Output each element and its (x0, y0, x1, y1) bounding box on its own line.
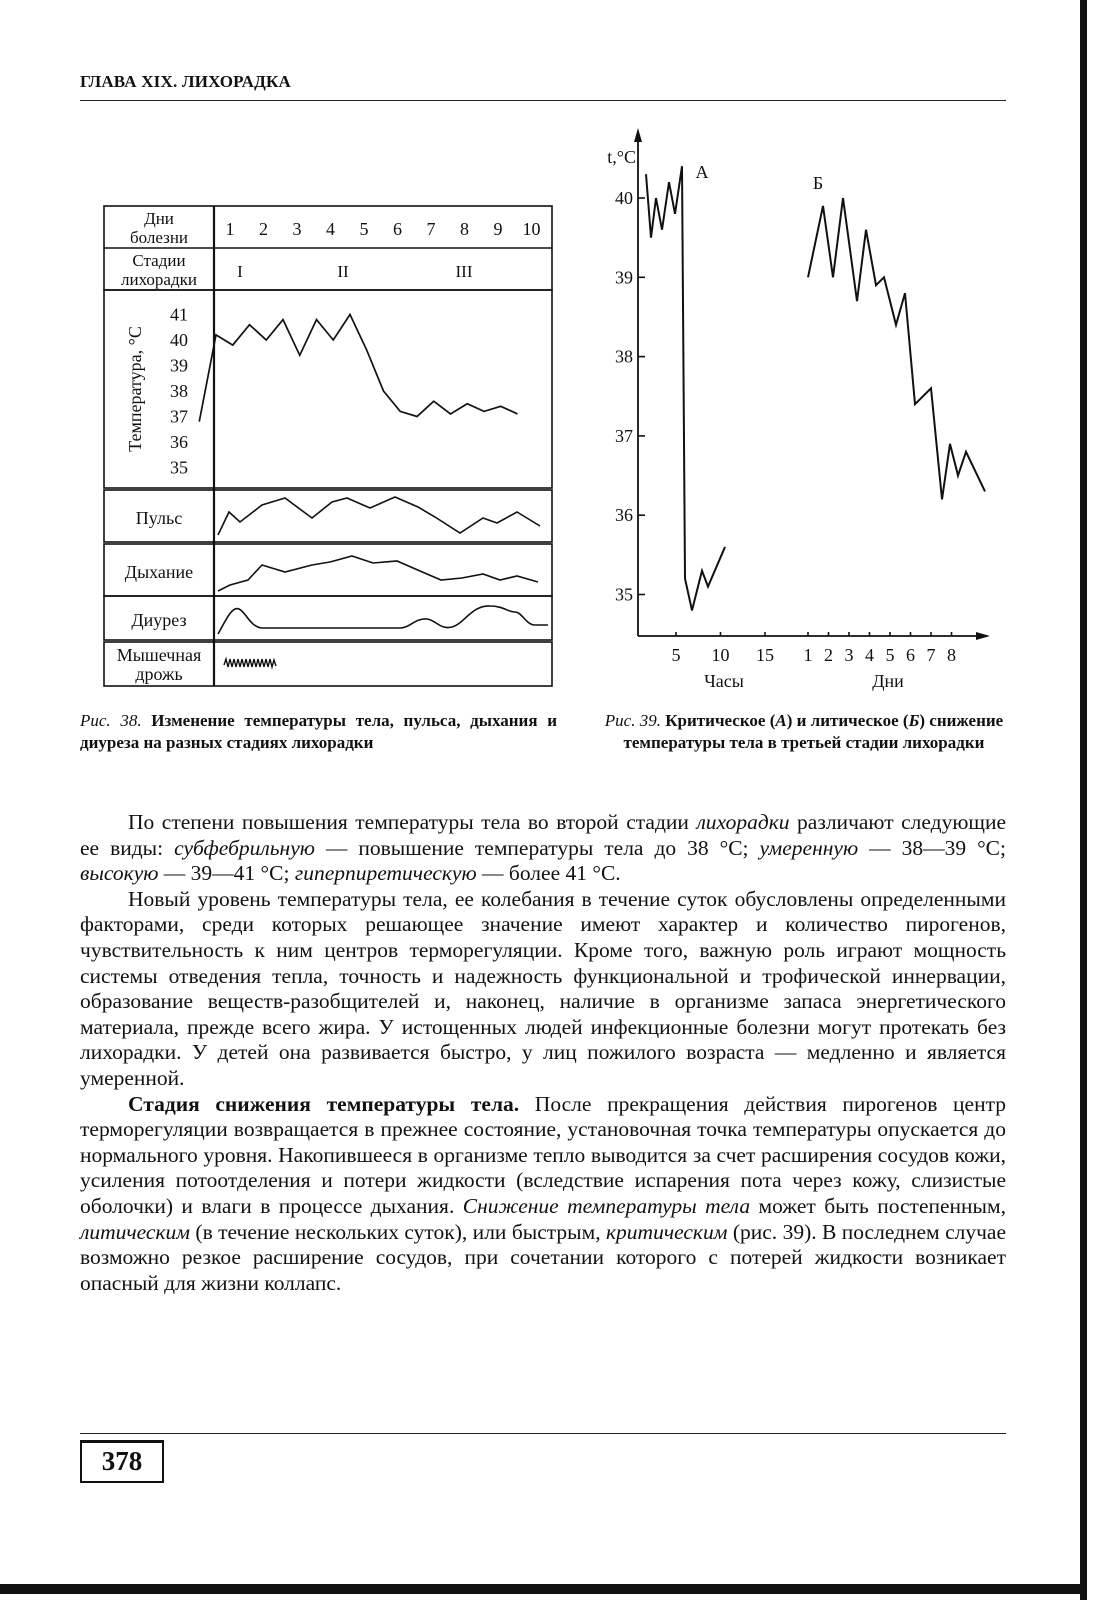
x-tick-label-days: 3 (844, 645, 854, 665)
day-number: 8 (460, 219, 469, 239)
page-number: 378 (80, 1440, 164, 1483)
figure-38-caption-text: Изменение температуры тела, пульса, дыхания и диуреза на разных стадиях лихорадки (80, 711, 557, 752)
series-a-label: А (695, 162, 709, 182)
x-tick-label-hours: 10 (711, 645, 730, 665)
x-tick-label-hours: 5 (671, 645, 681, 665)
x-tick-label-hours: 15 (756, 645, 774, 665)
page-edge-bottom (0, 1584, 1087, 1594)
figure-39-caption-number: Рис. 39. (604, 711, 661, 730)
paragraph-3: Стадия снижения температуры тела. После прекращения действия пирогенов центр терморегуляции возвращается в прежнее состояние, установочная точка температуры опускается до нормального уровня. Накопившееся в организме тепло выводится за счет расширения сосудов кожи, усиления потоотделения и потери жидкости (вследствие испарения пота через кожу, слизистые оболочки) и влаги в процессе дыхания. Снижение температуры тела может быть постепенным, литическим (в течение нескольких суток), или быстрым, критическим (рис. 39). В последнем случае возможно резкое расширение сосудов, при сочетании которого с потерей жидкости возникает опасный для жизни коллапс. (80, 1091, 1006, 1295)
temp-tick-label: 37 (170, 406, 188, 427)
temp-tick-label: 40 (170, 330, 188, 350)
pulse-label: Пульс (135, 508, 183, 528)
days-label-2: болезни (129, 228, 189, 247)
figure-39-caption-a: А (775, 711, 787, 730)
temp-tick-label: 36 (170, 432, 188, 452)
figure-38-caption-number: Рис. 38. (80, 711, 142, 730)
day-number: 2 (259, 219, 268, 239)
figure-39-caption (600, 710, 1008, 754)
y-tick-label: 39 (615, 267, 633, 288)
days-label: Дни (872, 671, 904, 691)
stage-3: III (455, 262, 473, 281)
critical-drop-curve-a (646, 166, 725, 610)
day-number: 6 (393, 219, 402, 239)
lytic-drop-curve-b (808, 198, 985, 499)
temp-tick-label: 35 (170, 457, 188, 478)
x-axis-arrow (976, 632, 990, 640)
y-axis-arrow (634, 128, 642, 142)
hours-label: Часы (704, 671, 744, 691)
stages-label-1: Стадии (132, 251, 186, 270)
x-tick-label-days: 6 (906, 645, 915, 665)
x-tick-label-days: 5 (885, 645, 895, 665)
running-head: ГЛАВА XIX. ЛИХОРАДКА (80, 72, 291, 91)
shiver-label-2: дрожь (135, 664, 183, 684)
x-tick-label-days: 2 (824, 645, 833, 665)
temp-tick-label: 38 (170, 381, 188, 401)
temp-tick-label: 41 (170, 304, 188, 325)
day-number: 3 (292, 219, 302, 239)
paragraph-2: Новый уровень температуры тела, ее колебания в течение суток обусловлены определенными факторами, среди которых решающее значение имеют характер и количество пирогенов, чувствительность к ним центров терморегуляции. Кроме того, важную роль играют мощность системы отведения тепла, точность и надежность функциональной и трофической иннервации, образование веществ-разобщителей и, наконец, наличие в организме запаса энергетического материала, прежде всего жира. У истощенных людей инфекционные болезни могут протекать без лихорадки. У детей она развивается быстро, у лиц пожилого возраста — медленно и является умеренной. (80, 886, 1006, 1090)
shiver-label-1: Мышечная (116, 645, 202, 665)
stage-1: I (237, 262, 243, 281)
day-number: 7 (426, 219, 436, 239)
y-axis-unit: t,°C (607, 147, 636, 167)
series-b-label: Б (812, 173, 824, 193)
y-tick-label: 38 (615, 346, 633, 367)
figure-39-caption-text-2: ) и литическое ( (786, 711, 909, 730)
footer-rule (80, 1433, 1006, 1434)
y-tick-label: 37 (615, 425, 633, 446)
diuresis-label: Диурез (131, 610, 187, 630)
x-tick-label-days: 8 (947, 645, 956, 665)
days-label-1: Дни (144, 209, 174, 228)
day-number: 1 (225, 219, 235, 239)
y-tick-label: 35 (615, 584, 633, 605)
day-number: 9 (493, 219, 503, 239)
y-tick-label: 36 (615, 505, 633, 526)
figure-39-caption-b: Б (908, 711, 920, 730)
x-tick-label-days: 7 (926, 645, 936, 665)
figure-39-caption-text-3: ) снижение температуры тела в третьей стадии лихорадки (623, 711, 1004, 752)
resp-label: Дыхание (124, 562, 194, 582)
body-text (80, 810, 1006, 1296)
stages-label-2: лихорадки (121, 270, 197, 289)
figure-39-caption-text-1: Критическое ( (665, 711, 776, 730)
day-number: 5 (359, 219, 369, 239)
y-tick-label: 40 (615, 188, 633, 208)
paragraph-1: По степени повышения температуры тела во второй стадии лихорадки различают следующие ее виды: субфебрильную — повышение температуры тела до 38 °С; умеренную — 38—39 °С; высокую — 39—41 °С; гиперпиретическую — более 41 °С. (80, 810, 1007, 886)
temp-tick-label: 39 (170, 355, 188, 376)
day-number: 10 (522, 219, 541, 239)
x-tick-label-days: 1 (803, 645, 813, 665)
day-number: 4 (326, 219, 335, 239)
temp-axis-label: Температура, °С (125, 326, 145, 452)
stage-2: II (337, 262, 349, 281)
x-tick-label-days: 4 (865, 645, 874, 665)
